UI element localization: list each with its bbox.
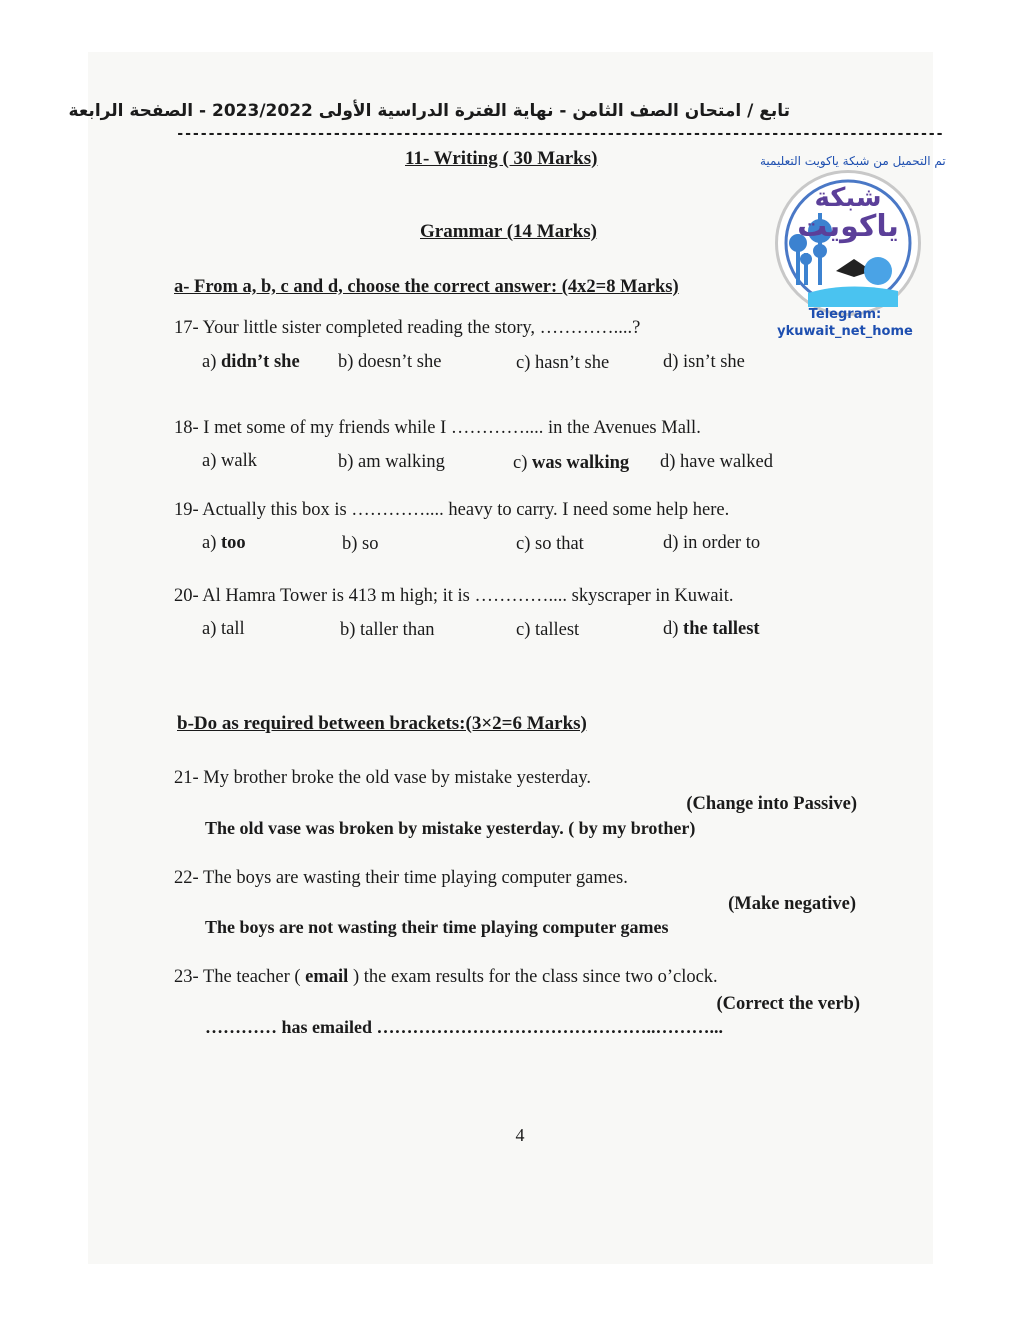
part-a-title: a- From a, b, c and d, choose the correct answer: (4x2=8 Marks): [174, 277, 679, 297]
q21-answer: The old vase was broken by mistake yesterday. ( by my brother): [205, 818, 696, 838]
grammar-title: Grammar (14 Marks): [420, 221, 597, 242]
question-20: 20- Al Hamra Tower is 413 m high; it is ………….... skyscraper in Kuwait.: [174, 586, 734, 606]
question-23: 23- The teacher ( email ) the exam results for the class since two o’clock.: [174, 967, 718, 987]
q23-answer: ………… has emailed ………………………………………..………...: [205, 1017, 724, 1037]
question-19: 19- Actually this box is ………….... heavy to carry. I need some help here.: [174, 500, 730, 520]
telegram-handle: ykuwait_net_home: [777, 324, 913, 339]
q17-option-b: b) doesn’t she: [338, 352, 442, 372]
page-number: 4: [515, 1125, 525, 1145]
ykuwait-logo: [775, 170, 921, 316]
q23-instruction: (Correct the verb): [716, 994, 860, 1014]
q22-answer: The boys are not wasting their time playing computer games: [205, 917, 669, 937]
q18-option-b: b) am walking: [338, 452, 445, 472]
part-b-title: b-Do as required between brackets:(3×2=6 Marks): [177, 713, 587, 734]
q18-option-d: d) have walked: [660, 452, 774, 472]
q17-option-a: a) didn’t she: [202, 352, 300, 372]
q19-option-d: d) in order to: [663, 533, 761, 553]
q21-instruction: (Change into Passive): [686, 794, 857, 814]
question-21: 21- My brother broke the old vase by mistake yesterday.: [174, 768, 591, 788]
header-divider: --------------------------------------------------------------------------------------------------: [176, 126, 944, 142]
question-22: 22- The boys are wasting their time playing computer games.: [174, 868, 628, 888]
question-17: 17- Your little sister completed reading the story, …………....?: [174, 318, 641, 338]
q20-option-c: c) tallest: [516, 620, 580, 640]
q17-option-c: c) hasn’t she: [516, 353, 610, 373]
q19-option-a: a) too: [202, 533, 246, 553]
q22-instruction: (Make negative): [728, 894, 856, 914]
q17-option-d: d) isn’t she: [663, 352, 745, 372]
telegram-label: Telegram:: [808, 307, 882, 322]
q20-option-b: b) taller than: [340, 620, 435, 640]
q20-option-d: d) the tallest: [663, 619, 760, 639]
q19-option-b: b) so: [342, 534, 379, 554]
q18-option-a: a) walk: [202, 451, 257, 471]
q18-option-c: c) was walking: [513, 453, 630, 473]
page-header: تابع / امتحان الصف الثامن - نهاية الفترة الدراسية الأولى 2023/2022 - الصفحة الرابعة: [68, 101, 790, 121]
logo-line2: ياكويت: [797, 209, 899, 244]
q19-option-c: c) so that: [516, 534, 584, 554]
question-18: 18- I met some of my friends while I ………….... in the Avenues Mall.: [174, 418, 701, 438]
q20-option-a: a) tall: [202, 619, 245, 639]
section-title: 11- Writing ( 30 Marks): [405, 148, 598, 169]
logo-line1: شبكة: [814, 183, 882, 213]
watermark-caption: تم التحميل من شبكة ياكويت التعليمية: [760, 154, 946, 168]
